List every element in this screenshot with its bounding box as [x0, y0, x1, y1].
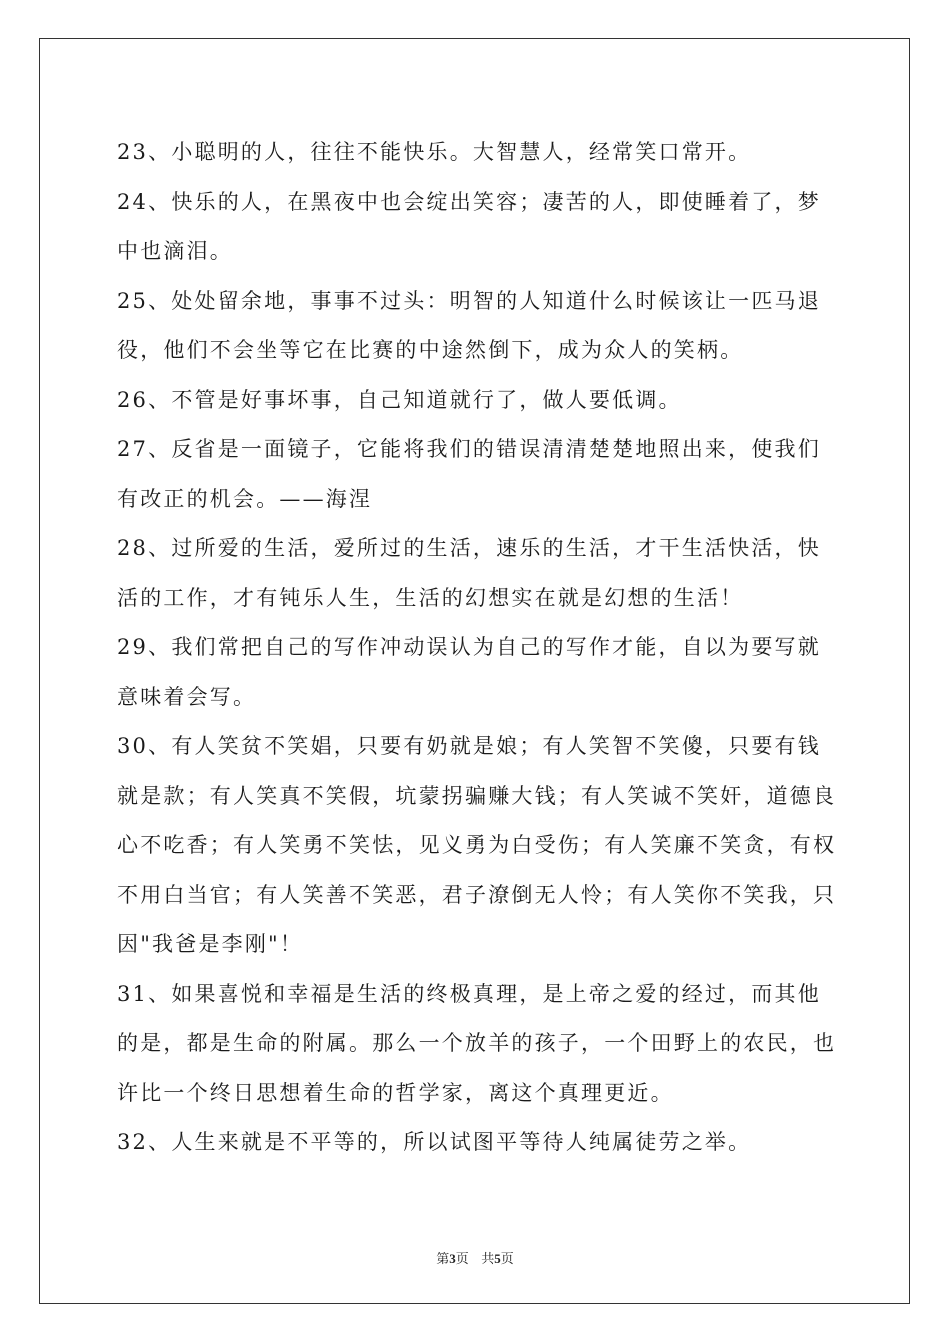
quote-paragraph-24: 24、快乐的人，在黑夜中也会绽出笑容；凄苦的人，即使睡着了，梦中也滴泪。	[117, 189, 821, 263]
quote-paragraph-32: 32、人生来就是不平等的，所以试图平等待人纯属徒劳之举。	[117, 1130, 752, 1154]
quote-paragraph-29: 29、我们常把自己的写作冲动误认为自己的写作才能，自以为要写就意味着会写。	[117, 635, 821, 709]
footer-prefix: 第	[436, 1252, 450, 1267]
total-pages-number: 5	[494, 1251, 501, 1266]
current-page-number: 3	[449, 1251, 456, 1266]
footer-suffix: 页	[500, 1252, 514, 1267]
quote-paragraph-26: 26、不管是好事坏事，自己知道就行了，做人要低调。	[117, 387, 682, 412]
quote-paragraph-31: 31、如果喜悦和幸福是生活的终极真理，是上帝之爱的经过，而其他的是，都是生命的附属。那么一个放羊的孩子，一个田野上的农民，也许比一个终日思想着生命的哲学家，离这个真理更近。	[117, 981, 837, 1105]
page-footer	[0, 1248, 950, 1267]
quote-paragraph-23: 23、小聪明的人，往往不能快乐。大智慧人，经常笑口常开。	[117, 140, 752, 164]
quote-paragraph-25: 25、处处留余地，事事不过头：明智的人知道什么时候该让一匹马退役，他们不会坐等它在比赛的中途然倒下，成为众人的笑柄。	[117, 288, 821, 362]
document-body	[117, 128, 837, 1168]
quote-paragraph-30: 30、有人笑贫不笑娼，只要有奶就是娘；有人笑智不笑傻，只要有钱就是款；有人笑真不笑假，坑蒙拐骗赚大钱；有人笑诚不笑奸，道德良心不吃香；有人笑勇不笑怯，见义勇为白受伤；有人笑廉不笑贪，有权不用白当官；有人笑善不笑恶，君子潦倒无人怜；有人笑你不笑我，只因"我爸是李刚"！	[117, 734, 837, 956]
footer-middle: 页 共	[455, 1252, 495, 1267]
quote-paragraph-27: 27、反省是一面镜子，它能将我们的错误清清楚楚地照出来，使我们有改正的机会。——海涅	[117, 437, 821, 511]
quote-paragraph-28: 28、过所爱的生活，爱所过的生活，速乐的生活，才干生活快活，快活的工作，才有钝乐人生，生活的幻想实在就是幻想的生活！	[117, 536, 821, 610]
